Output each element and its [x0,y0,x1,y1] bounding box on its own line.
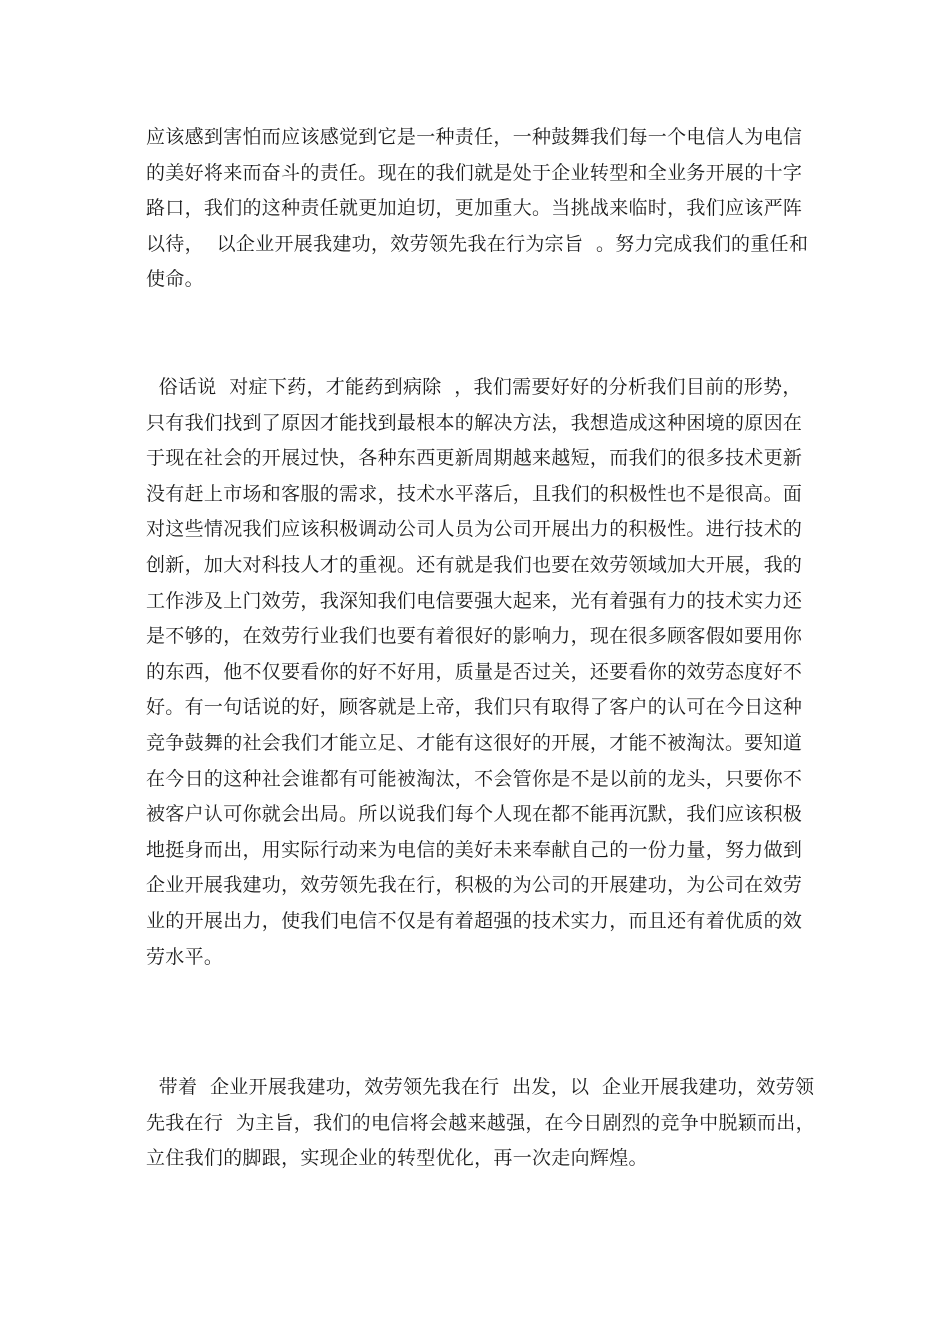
text-line: 没有赶上市场和客服的需求，技术水平落后，且我们的积极性也不是很高。面 [146,482,803,505]
text-line: 应该感到害怕而应该感觉到它是一种责任，一种鼓舞我们每一个电信人为电信 [146,126,803,148]
paragraph-analysis [146,370,811,975]
text-line: 立住我们的脚跟，实现企业的转型优化，再一次走向辉煌。 [146,1147,648,1170]
text-line: 以待， 以企业开展我建功，效劳领先我在行为宗旨 。努力完成我们的重任和 [146,232,809,255]
text-line: 竞争鼓舞的社会我们才能立足、才能有这很好的开展，才能不被淘汰。要知道 [146,731,803,754]
text-line: 路口，我们的这种责任就更加迫切，更加重大。当挑战来临时，我们应该严阵 [146,197,803,220]
text-line: 企业开展我建功，效劳领先我在行，积极的为公司的开展建功，为公司在效劳 [146,874,803,897]
text-line: 带着 企业开展我建功，效劳领先我在行 出发，以 企业开展我建功，效劳领 [146,1076,815,1098]
text-line: 劳水平。 [146,945,224,968]
text-line: 先我在行 为主旨，我们的电信将会越来越强，在今日剧烈的竞争中脱颖而出， [146,1111,815,1134]
text-line: 工作涉及上门效劳，我深知我们电信要强大起来，光有着强有力的技术实力还 [146,589,803,612]
text-line: 被客户认可你就会出局。所以说我们每个人现在都不能再沉默，我们应该积极 [146,803,803,826]
text-line: 对这些情况我们应该积极调动公司人员为公司开展出力的积极性。进行技术的 [146,518,803,541]
text-line: 的东西，他不仅要看你的好不好用，质量是否过关，还要看你的效劳态度好不 [146,660,803,683]
text-line: 只有我们找到了原因才能找到最根本的解决方法，我想造成这种困境的原因在 [146,411,803,434]
text-line: 的美好将来而奋斗的责任。现在的我们就是处于企业转型和全业务开展的十字 [146,161,803,184]
text-line: 于现在社会的开展过快，各种东西更新周期越来越短，而我们的很多技术更新 [146,447,803,470]
paragraph-responsibility [146,120,811,298]
text-line: 业的开展出力，使我们电信不仅是有着超强的技术实力，而且还有着优质的效 [146,909,803,932]
text-line: 好。有一句话说的好，顾客就是上帝，我们只有取得了客户的认可在今日这种 [146,696,803,719]
text-line: 俗话说 对症下药，才能药到病除 ，我们需要好好的分析我们目前的形势， [146,376,802,398]
paragraph-conclusion [146,1070,815,1177]
text-line: 使命。 [146,268,204,291]
text-line: 地挺身而出，用实际行动来为电信的美好未来奉献自己的一份力量，努力做到 [146,838,803,861]
text-line: 创新，加大对科技人才的重视。还有就是我们也要在效劳领域加大开展，我的 [146,553,803,576]
text-line: 在今日的这种社会谁都有可能被淘汰，不会管你是不是以前的龙头，只要你不 [146,767,803,790]
text-line: 是不够的，在效劳行业我们也要有着很好的影响力，现在很多顾客假如要用你 [146,625,803,648]
